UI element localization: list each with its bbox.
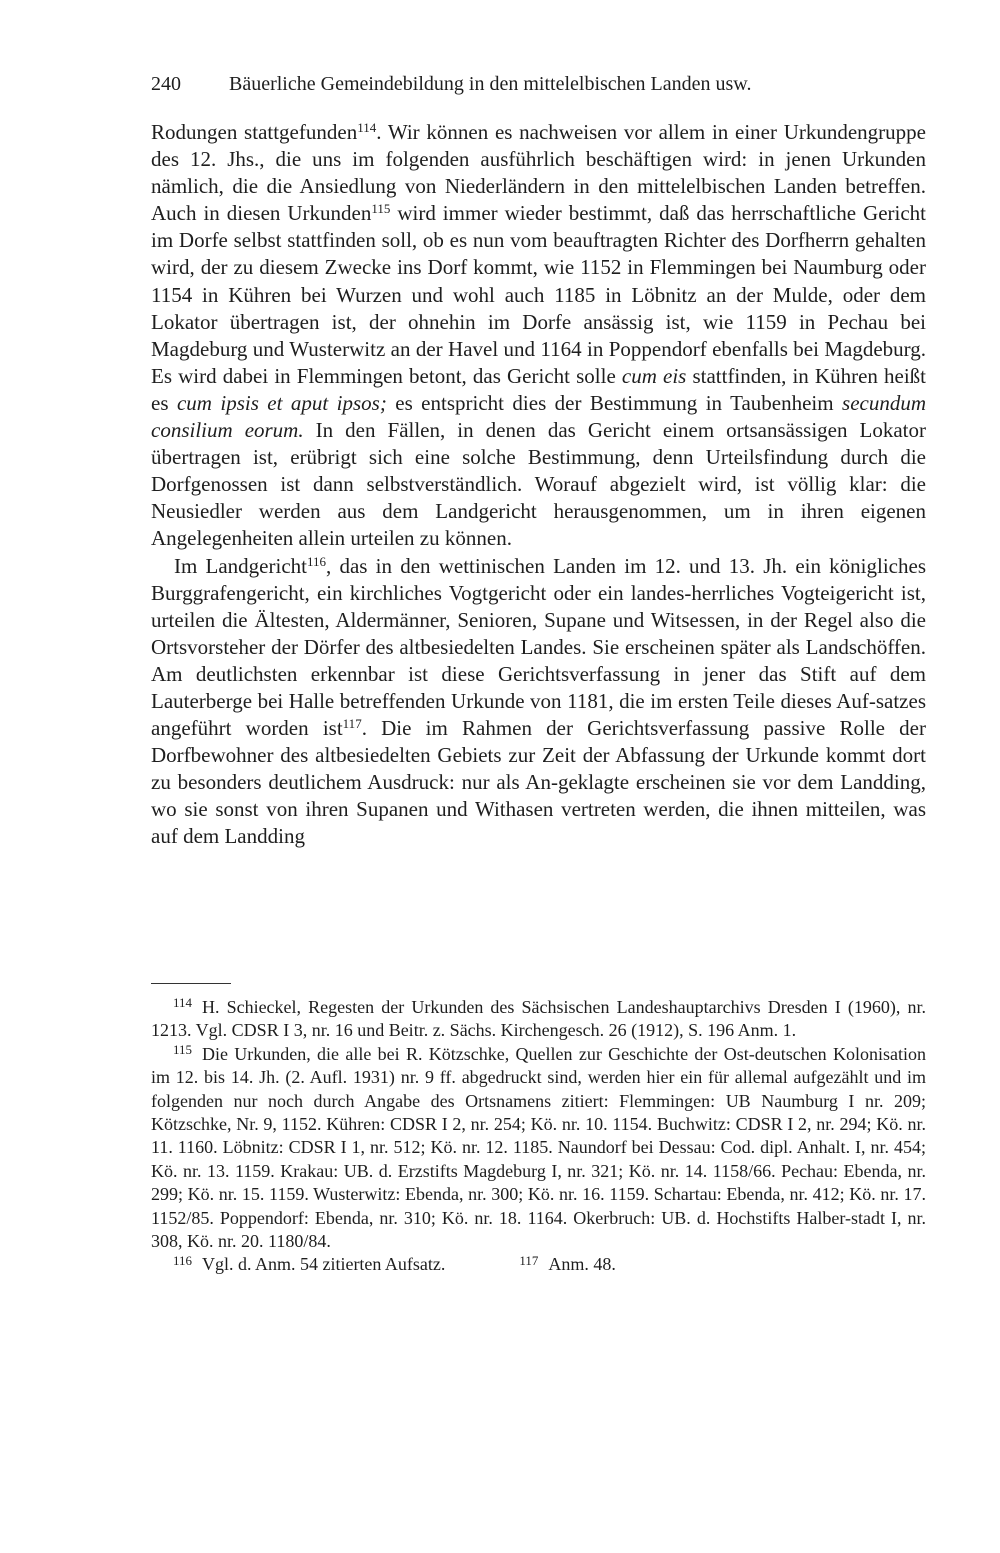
footnote-text: Die Urkunden, die alle bei R. Kötzschke, Quellen zur Geschichte der Ost-deutschen Kolonisation im 12. bis 14. Jh. (2. Aufl. 1931) nr. 9 ff. abgedruckt sind, werden hier ein für allemal aufgezählt und im folgenden nur noch durch Angabe des Ortsnamens zitiert: Flemmingen: UB Naumburg I nr. 209; Kötzschke, Nr. 9, 1152. Kühren: CDSR I 2, nr. 254; Kö. nr. 10. 1154. Buchwitz: CDSR I 2, nr. 294; Kö. nr. 11. 1160. Löbnitz: CDSR I 1, nr. 512; Kö. nr. 12. 1185. Naundorf bei Dessau: Cod. dipl. Anhalt. I, nr. 454; Kö. nr. 13. 1159. Krakau: UB. d. Erzstifts Magdeburg I, nr. 321; Kö. nr. 14. 1158/66. Pechau: Ebenda, nr. 299; Kö. nr. 15. 1159. Wusterwitz: Ebenda, nr. 300; Kö. nr. 16. 1159. Schartau: Ebenda, nr. 412; Kö. nr. 17. 1152/85. Poppendorf: Ebenda, nr. 310; Kö. nr. 18. 1164. Okerbruch: UB. d. Hochstifts Halber-stadt I, nr. 308, Kö. nr. 20. 1180/84.: [151, 1043, 926, 1252]
footnote-number: 117: [519, 1252, 539, 1268]
footnote-ref-117[interactable]: 117: [342, 715, 362, 731]
paragraph-1: [151, 119, 926, 553]
latin-quote: cum eis: [621, 363, 687, 388]
footnote-text: H. Schieckel, Regesten der Urkunden des Sächsischen Landeshauptarchivs Dresden I (1960), nr. 1213. Vgl. CDSR I 3, nr. 16 und Beitr. z. Sächs. Kirchengesch. 26 (1912), S. 196 Anm. 1.: [151, 997, 926, 1041]
footnote-ref-116[interactable]: 116: [306, 553, 327, 569]
page-number: 240: [151, 73, 181, 95]
footnote-114: [151, 996, 926, 1043]
text-run: , das in den wettinischen Landen im 12. und 13. Jh. ein königliches Burggrafengericht, ein kirchliches Vogtgericht oder ein landes-herrliches Vogteigericht ist, urteilen die Ältesten, Aldermänner, Senioren, Supane und Witsessen, in der Regel also die Ortsvorsteher der Dörfer des altbesiedelten Landes. Sie erscheinen später als Landschöffen. Am deutlichsten erkennbar ist diese Gerichtsverfassung in jener das Stift auf dem Lauterberge bei Halle betreffenden Urkunde von 1181, die im ersten Teile dieses Auf-satzes angeführt worden ist: [151, 553, 926, 741]
footnote-text: Vgl. d. Anm. 54 zitierten Aufsatz.: [201, 1254, 446, 1275]
footnote-number: 114: [173, 995, 192, 1011]
latin-quote: secundum consilium eorum.: [151, 390, 926, 443]
paragraph-2: [151, 553, 926, 851]
text-run: stattfinden, in Kühren heißt es: [151, 363, 926, 415]
latin-quote: cum ipsis et aput ipsos;: [176, 390, 387, 415]
running-title: Bäuerliche Gemeindebildung in den mittelelbischen Landen usw.: [229, 73, 752, 95]
footnotes: [151, 996, 926, 1277]
footnote-ref-114[interactable]: 114: [357, 119, 377, 135]
footnote-number: 116: [173, 1252, 192, 1268]
text-run: In den Fällen, in denen das Gericht einem ortsansässigen Lokator übertragen ist, erübrigt sich eine solche Bestimmung, denn Urteilsfindung durch die Dorfgenossen ist dann selbstverständlich. Worauf abgezielt wird, ist völlig klar: die Neusiedler werden aus dem Landgericht herausgenommen, um in ihren eigenen Angelegenheiten allein urteilen zu können.: [151, 418, 927, 551]
main-text: [151, 119, 926, 851]
footnote-115: [151, 1043, 926, 1254]
text-run: es entspricht dies der Bestimmung in Taubenheim: [386, 390, 843, 415]
text-run: . Die im Rahmen der Gerichtsverfassung passive Rolle der Dorfbewohner des altbesiedelten Gebiets zur Zeit der Abfassung der Urkunde kommt dort zu besonders deutlichem Ausdruck: nur als An-geklagte erscheinen sie vor dem Landding, wo sie sonst von ihren Supanen und Withasen vertreten werden, die ihnen mitteilen, was auf dem Landding: [151, 716, 926, 849]
text-run: . Wir können es nachweisen vor allem in einer Urkundengruppe des 12. Jhs., die uns im folgenden ausführlich beschäftigen wird: in jenen Urkunden nämlich, die die Ansiedlung von Niederländern in den mittelelbischen Landen betreffen. Auch in diesen Urkunden: [151, 120, 927, 226]
footnote-divider: [151, 983, 231, 984]
footnote-ref-115[interactable]: 115: [371, 201, 391, 217]
footnote-116-117: [151, 1253, 926, 1276]
running-head: [151, 70, 931, 98]
text-run: wird immer wieder bestimmt, daß das herrschaftliche Gericht im Dorfe selbst stattfinden soll, ob es nun vom beauftragten Richter des Dorfherrn gehalten wird, der zu diesem Zwecke ins Dorf kommt, wie 1152 in Flemmingen bei Naumburg oder 1154 in Kühren bei Wurzen und wohl auch 1185 in Löbnitz an der Mulde, oder dem Lokator übertragen ist, der ohnehin im Dorfe ansässig ist, wie 1159 in Pechau bei Magdeburg und Wusterwitz an der Havel und 1164 in Poppendorf ebenfalls bei Magdeburg. Es wird dabei in Flemmingen betont, das Gericht solle: [151, 201, 926, 388]
footnote-number: 115: [173, 1041, 192, 1057]
text-run: Rodungen stattgefunden: [151, 120, 358, 144]
text-run: Im Landgericht: [174, 553, 307, 578]
footnote-text: Anm. 48.: [548, 1254, 616, 1275]
